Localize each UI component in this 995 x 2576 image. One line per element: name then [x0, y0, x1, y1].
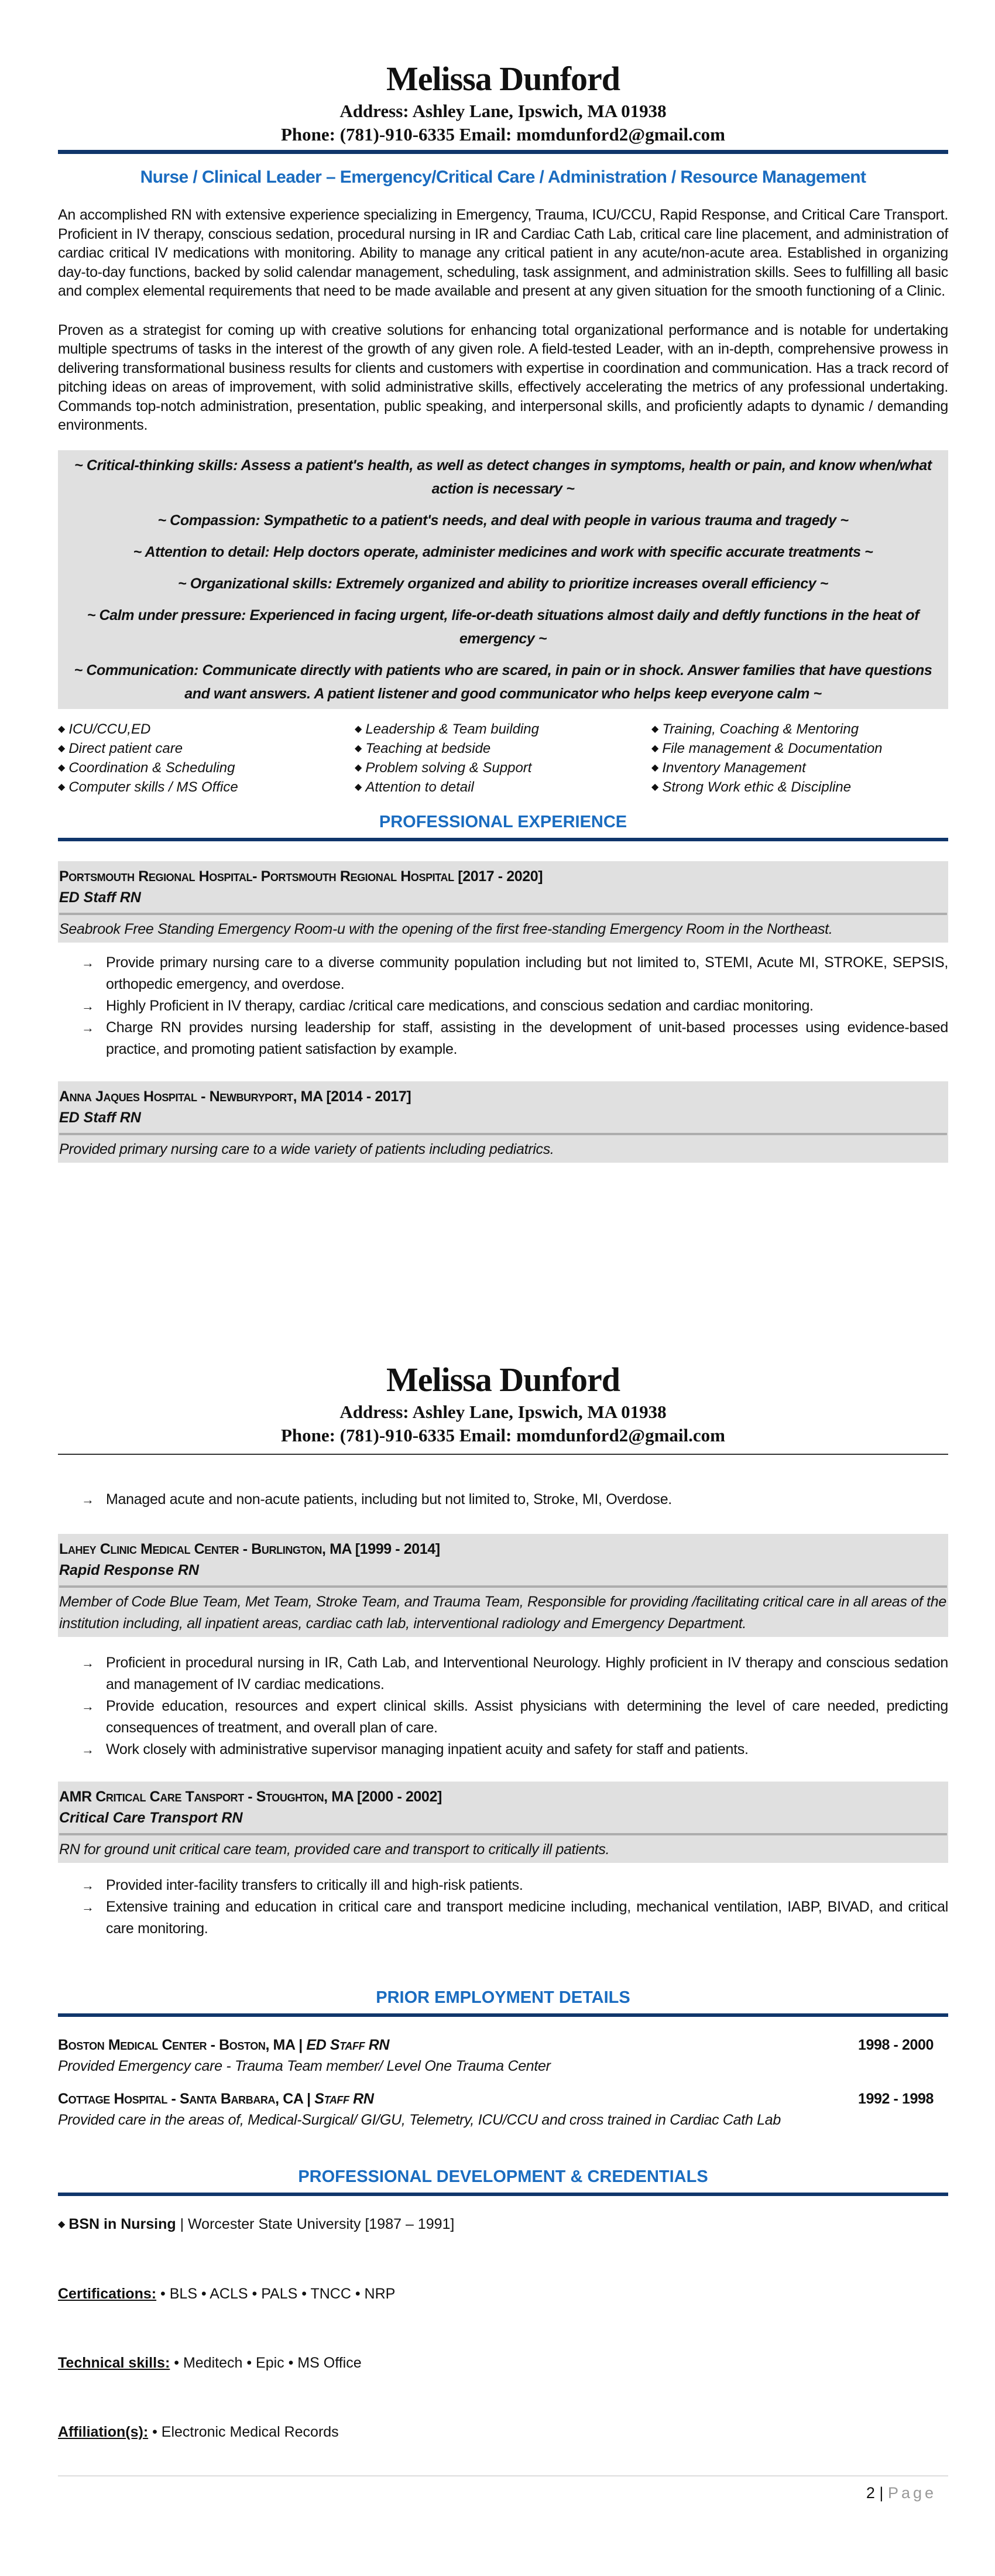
education-item — [58, 2214, 948, 2235]
diamond-bullet-icon: ◆ — [58, 724, 66, 734]
skill-item — [58, 739, 355, 758]
diamond-bullet-icon: ◆ — [58, 782, 66, 792]
skill-label: Computer skills / MS Office — [68, 779, 238, 795]
bullet-text: Work closely with administrative supervisor managing inpatient acuity and safety for staff and patients. — [106, 1741, 749, 1758]
diamond-bullet-icon: ◆ — [58, 743, 66, 753]
bullet-text: Provide primary nursing care to a diverse community population including but not limited to, STEMI, Acute MI, STROKE, SEPSIS, orthopedic emergency, and overdose. — [106, 954, 948, 992]
job-description: RN for ground unit critical care team, provided care and transport to critically ill patients. — [59, 1841, 610, 1858]
job-bullet — [58, 1652, 948, 1695]
job-bullet — [58, 1017, 948, 1060]
page-number — [58, 2482, 948, 2503]
job-description: Provided primary nursing care to a wide variety of patients including pediatrics. — [59, 1140, 554, 1157]
job-role: Critical Care Transport RN — [59, 1810, 243, 1826]
contact-info: Phone: (781)-910-6335 Email: momdunford2@gmail.com — [280, 124, 725, 145]
skills-column — [58, 720, 355, 797]
bullet-text: Provided inter-facility transfers to critically ill and high-risk patients. — [106, 1877, 523, 1893]
skills-grid — [58, 720, 948, 797]
job-entry-header — [58, 1782, 948, 1863]
arrow-icon: → — [81, 1878, 94, 1893]
bullet-text: Proficient in procedural nursing in IR, Cath Lab, and Interventional Neurology. Highly proficient in IV therapy and conscious sedation and management of IV cardiac medications. — [106, 1654, 948, 1693]
qualities-box — [58, 450, 948, 709]
headline: Nurse / Clinical Leader – Emergency/Critical Care / Administration / Resource Management — [140, 167, 866, 187]
page-number-value: 2 — [866, 2484, 875, 2502]
contact-info: Phone: (781)-910-6335 Email: momdunford2@gmail.com — [280, 1425, 725, 1445]
quality-item: ~ Attention to detail: Help doctors operate, administer medicines and work with specific accurate treatments ~ — [133, 543, 873, 560]
arrow-icon: → — [81, 1900, 94, 1914]
skill-item — [651, 720, 948, 739]
skill-item — [651, 758, 948, 777]
candidate-name: Melissa Dunford — [386, 1361, 620, 1399]
section-title-credentials: PROFESSIONAL DEVELOPMENT & CREDENTIALS — [298, 2167, 708, 2186]
diamond-bullet-icon: ◆ — [58, 2219, 66, 2229]
credential-label: Affiliation(s): — [58, 2424, 149, 2440]
address: Address: Ashley Lane, Ipswich, MA 01938 — [339, 1402, 667, 1422]
skill-item — [355, 720, 651, 739]
job-bullet — [58, 1875, 948, 1896]
job-bullet — [58, 952, 948, 995]
job-entry-header — [58, 1534, 948, 1637]
job-entry-header — [58, 1081, 948, 1163]
job-bullets — [58, 1489, 948, 1510]
header-divider — [58, 1454, 948, 1455]
skill-label: Coordination & Scheduling — [68, 759, 235, 776]
job-bullets — [58, 1875, 948, 1940]
job-description: Seabrook Free Standing Emergency Room-u with the opening of the first free-standing Emergency Room in the Northeast. — [59, 920, 833, 937]
section-title-prior: PRIOR EMPLOYMENT DETAILS — [376, 1988, 630, 2007]
arrow-icon: → — [81, 1656, 94, 1670]
diamond-bullet-icon: ◆ — [58, 762, 66, 773]
skill-item — [58, 720, 355, 739]
credential-row — [58, 2421, 948, 2443]
page-two — [0, 1359, 995, 2503]
job-bullet — [58, 1695, 948, 1739]
degree: BSN in Nursing — [68, 2216, 176, 2232]
diamond-bullet-icon: ◆ — [355, 724, 362, 734]
skill-item — [355, 739, 651, 758]
arrow-icon: → — [81, 1699, 94, 1714]
bullet-text: Extensive training and education in critical care and transport medicine including, mechanical ventilation, IABP, BIVAD, and critical care monitoring. — [106, 1899, 948, 1937]
job-bullet — [58, 1896, 948, 1940]
job-bullets — [58, 1652, 948, 1760]
prior-role: ED Staff RN — [306, 2037, 390, 2053]
skill-label: Leadership & Team building — [365, 721, 539, 737]
address: Address: Ashley Lane, Ipswich, MA 01938 — [339, 101, 667, 121]
credential-label: Certifications: — [58, 2286, 157, 2302]
bullet-text: Charge RN provides nursing leadership for staff, assisting in the development of unit-based processes using evidence-based practice, and promoting patient satisfaction by example. — [106, 1019, 948, 1057]
section-divider — [58, 2193, 948, 2196]
section-title-experience: PROFESSIONAL EXPERIENCE — [379, 812, 627, 831]
job-entry-header — [58, 861, 948, 943]
skill-label: Attention to detail — [365, 779, 474, 795]
skill-item — [58, 777, 355, 797]
header-divider — [58, 150, 948, 154]
skill-item — [651, 739, 948, 758]
credential-label: Technical skills: — [58, 2355, 170, 2371]
diamond-bullet-icon: ◆ — [651, 724, 659, 734]
diamond-bullet-icon: ◆ — [651, 743, 659, 753]
bullet-text: Provide education, resources and expert clinical skills. Assist physicians with determining the level of care needed, predicting consequences of treatment, and overall plan of care. — [106, 1698, 948, 1736]
prior-company: Boston Medical Center - Boston, MA | — [58, 2037, 307, 2053]
skill-label: ICU/CCU,ED — [68, 721, 151, 737]
quality-item: ~ Organizational skills: Extremely organized and ability to prioritize increases overall efficiency ~ — [178, 575, 828, 592]
diamond-bullet-icon: ◆ — [355, 782, 362, 792]
diamond-bullet-icon: ◆ — [355, 762, 362, 773]
footer-divider — [58, 2475, 948, 2476]
arrow-icon: → — [81, 1742, 94, 1757]
job-description: Member of Code Blue Team, Met Team, Stroke Team, and Trauma Team, Responsible for providing /facilitating critical care in all areas of the institution including, all inpatient areas, cardiac cath lab, interventional radiology and Emergency Department. — [59, 1594, 946, 1632]
skill-item — [355, 758, 651, 777]
credential-row — [58, 2283, 948, 2304]
skill-label: Problem solving & Support — [365, 759, 532, 776]
job-bullet — [58, 995, 948, 1017]
candidate-name: Melissa Dunford — [386, 60, 620, 98]
prior-entry — [58, 2088, 948, 2130]
prior-role: Staff RN — [314, 2091, 374, 2107]
section-divider — [58, 838, 948, 841]
credential-value: • Electronic Medical Records — [148, 2424, 339, 2440]
job-role: Rapid Response RN — [59, 1562, 199, 1578]
bullet-text: Managed acute and non-acute patients, including but not limited to, Stroke, MI, Overdose. — [106, 1491, 672, 1508]
skill-label: Inventory Management — [662, 759, 806, 776]
page-label: Page — [887, 2484, 936, 2502]
prior-entry — [58, 2034, 948, 2077]
arrow-icon: → — [81, 1020, 94, 1035]
job-company: Portsmouth Regional Hospital- Portsmouth Regional Hospital [2017 - 2020] — [59, 868, 543, 885]
job-bullet — [58, 1739, 948, 1760]
prior-description: Provided care in the areas of, Medical-Surgical/ GI/GU, Telemetry, ICU/CCU and cross trained in Cardiac Cath Lab — [58, 2112, 781, 2128]
quality-item: ~ Communication: Communicate directly with patients who are scared, in pain or in shock. Answer families that have questions and want answers. A patient listener and good communicator who helps keep everyone calm ~ — [74, 662, 932, 702]
skills-column — [651, 720, 948, 797]
page-separator: | — [874, 2484, 888, 2502]
diamond-bullet-icon: ◆ — [355, 743, 362, 753]
credential-row — [58, 2352, 948, 2373]
job-company: AMR Critical Care Tansport - Stoughton, MA [2000 - 2002] — [59, 1789, 442, 1805]
arrow-icon: → — [81, 998, 94, 1013]
skill-label: Direct patient care — [68, 740, 183, 756]
skill-label: Teaching at bedside — [365, 740, 491, 756]
prior-description: Provided Emergency care - Trauma Team member/ Level One Trauma Center — [58, 2058, 551, 2074]
job-company: Lahey Clinic Medical Center - Burlington, MA [1999 - 2014] — [59, 1541, 440, 1557]
prior-company: Cottage Hospital - Santa Barbara, CA | — [58, 2091, 315, 2107]
arrow-icon: → — [81, 1492, 94, 1507]
job-company: Anna Jaques Hospital - Newburyport, MA [2014 - 2017] — [59, 1088, 411, 1105]
school: | Worcester State University [1987 – 1991] — [176, 2216, 455, 2232]
prior-years: 1998 - 2000 — [857, 2037, 934, 2053]
skill-item — [651, 777, 948, 797]
diamond-bullet-icon: ◆ — [651, 782, 659, 792]
arrow-icon: → — [81, 955, 94, 970]
job-bullet — [58, 1489, 948, 1510]
job-role: ED Staff RN — [59, 889, 141, 906]
skills-column — [355, 720, 651, 797]
skill-label: Strong Work ethic & Discipline — [662, 779, 852, 795]
skill-item — [355, 777, 651, 797]
summary-paragraph: Proven as a strategist for coming up with creative solutions for enhancing total organizational performance and is notable for undertaking multiple spectrums of tasks in the interest of the growth of any given role. A field-tested Leader, with an in-depth, comprehensive prowess in delivering transformational business results for clients and customers with expertise in coordination and communication. Has a track record of pitching ideas on areas of improvement, with solid administrative skills, effectively accelerating the metrics of any professional undertaking. Commands top-notch administration, presentation, public speaking, and interpersonal skills, and proficiently adapts to dynamic / demanding environments. — [58, 321, 948, 433]
bullet-text: Highly Proficient in IV therapy, cardiac /critical care medications, and conscious sedation and cardiac monitoring. — [106, 997, 814, 1014]
quality-item: ~ Compassion: Sympathetic to a patient's needs, and deal with people in various trauma and tragedy ~ — [157, 512, 849, 529]
job-bullets — [58, 952, 948, 1060]
job-role: ED Staff RN — [59, 1109, 141, 1126]
quality-item: ~ Calm under pressure: Experienced in facing urgent, life-or-death situations almost daily and deftly functions in the heat of emergency ~ — [87, 607, 919, 647]
prior-years: 1992 - 1998 — [857, 2091, 934, 2107]
credential-value: • Meditech • Epic • MS Office — [170, 2355, 362, 2371]
diamond-bullet-icon: ◆ — [651, 762, 659, 773]
quality-item: ~ Critical-thinking skills: Assess a patient's health, as well as detect changes in symptoms, health or pain, and know when/what action is necessary ~ — [74, 457, 932, 497]
credential-value: • BLS • ACLS • PALS • TNCC • NRP — [156, 2286, 396, 2302]
skill-item — [58, 758, 355, 777]
skill-label: File management & Documentation — [662, 740, 883, 756]
summary-paragraph: An accomplished RN with extensive experience specializing in Emergency, Trauma, ICU/CCU, Rapid Response, and Critical Care Transport. Proficient in IV therapy, conscious sedation, procedural nursing in IR and Cardiac Cath Lab, critical care line placement, and administration of cardiac critical IV medications with monitoring. Ability to manage any critical patient in any acute/non-acute area. Established in organizing day-to-day functions, backed by solid calendar management, scheduling, task assignment, and administration skills. Sees to fulfilling all basic and complex elemental requirements that need to be made available and present at any given situation for the smooth functioning of a Clinic. — [58, 207, 948, 299]
skill-label: Training, Coaching & Mentoring — [662, 721, 859, 737]
section-divider — [58, 2013, 948, 2017]
